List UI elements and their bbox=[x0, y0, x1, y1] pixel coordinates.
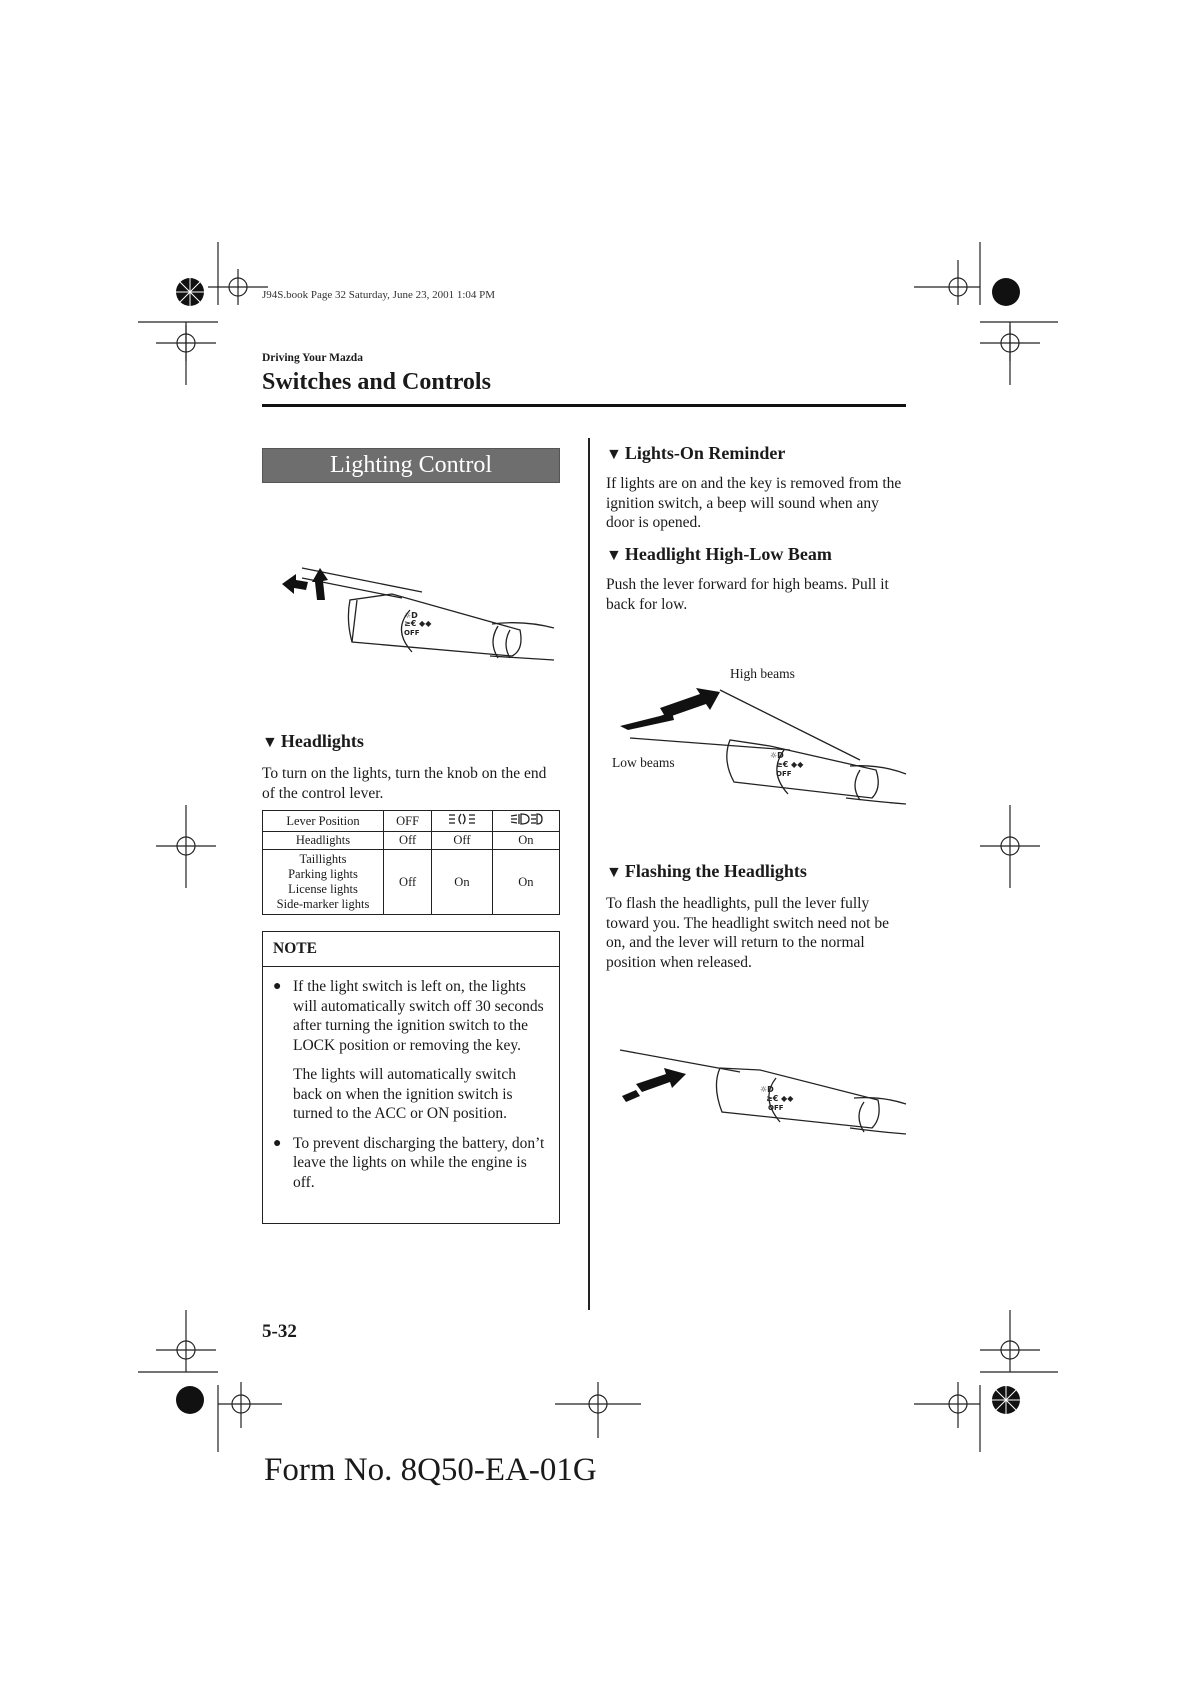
flash-headlights-illustration bbox=[610, 1040, 910, 1160]
svg-text:≥€ ◆◆: ≥€ ◆◆ bbox=[766, 1094, 794, 1103]
headlight-on-icon bbox=[492, 811, 559, 832]
flash-text: To flash the headlights, pull the lever fully toward you. The headlight switch need not be on, and the lever will return to the normal position when released. bbox=[606, 895, 889, 971]
table-row: Taillights Parking lights License lights Side-marker lights Off On On bbox=[263, 850, 560, 915]
lighting-control-banner: Lighting Control bbox=[262, 448, 560, 483]
svg-text:≥€ ◆◆: ≥€ ◆◆ bbox=[404, 619, 432, 628]
title-rule bbox=[262, 404, 906, 407]
column-divider bbox=[588, 438, 590, 1310]
form-number: Form No. 8Q50-EA-01G bbox=[264, 1452, 597, 1488]
reminder-text: If lights are on and the key is removed from the ignition switch, a beep will sound when any door is opened. bbox=[606, 475, 902, 531]
note-box bbox=[262, 931, 560, 1224]
lighting-table bbox=[262, 810, 560, 915]
note-title: NOTE bbox=[263, 932, 559, 967]
triangle-bullet-icon: ▼ bbox=[606, 446, 622, 463]
svg-text:☼D: ☼D bbox=[770, 751, 784, 760]
reminder-heading: ▼ Lights-On Reminder bbox=[606, 443, 786, 463]
bullet-dot-icon: ● bbox=[273, 979, 282, 994]
headlights-heading: ▼ Headlights bbox=[262, 731, 364, 751]
headlight-knob-illustration bbox=[262, 560, 562, 700]
section-label: Driving Your Mazda bbox=[262, 352, 363, 364]
off-label: OFF bbox=[776, 770, 792, 778]
note-continuation: The lights will automatically switch back on when the ignition switch is turned to the ACC or ON position. bbox=[293, 1066, 516, 1122]
triangle-bullet-icon: ▼ bbox=[606, 864, 622, 881]
table-row bbox=[263, 811, 560, 832]
page-title: Switches and Controls bbox=[262, 369, 491, 395]
table-row: Headlights Off Off On bbox=[263, 832, 560, 850]
flash-heading: ▼ Flashing the Headlights bbox=[606, 861, 807, 881]
note-bullet: ● If the light switch is left on, the lights will automatically switch off 30 seconds after turning the ignition switch to the LOCK position or removing the key. bbox=[273, 978, 544, 1054]
triangle-bullet-icon: ▼ bbox=[262, 734, 278, 751]
triangle-bullet-icon: ▼ bbox=[606, 547, 622, 564]
headlights-text: To turn on the lights, turn the knob on the end of the control lever. bbox=[262, 765, 547, 802]
high-low-beam-illustration bbox=[610, 680, 910, 820]
off-label: OFF bbox=[768, 1104, 784, 1112]
low-beams-label: Low beams bbox=[612, 755, 675, 770]
svg-text:≥€ ◆◆: ≥€ ◆◆ bbox=[776, 760, 804, 769]
table-header: Lever Position bbox=[263, 811, 384, 832]
high-beams-label: High beams bbox=[730, 666, 795, 681]
beam-heading: ▼ Headlight High-Low Beam bbox=[606, 544, 832, 564]
note-bullet: ● To prevent discharging the battery, don’t leave the lights on while the engine is off. bbox=[273, 1134, 545, 1191]
bullet-dot-icon: ● bbox=[273, 1135, 282, 1151]
beam-text: Push the lever forward for high beams. Pull it back for low. bbox=[606, 576, 889, 613]
svg-text:☼D: ☼D bbox=[760, 1085, 774, 1094]
page-number: 5-32 bbox=[262, 1321, 297, 1342]
off-label: OFF bbox=[404, 629, 420, 637]
book-info: J94S.book Page 32 Saturday, June 23, 2001 1:04 PM bbox=[262, 289, 496, 301]
parking-lights-icon bbox=[432, 811, 492, 832]
svg-text:☼D: ☼D bbox=[404, 611, 418, 620]
table-header: OFF bbox=[384, 811, 432, 832]
